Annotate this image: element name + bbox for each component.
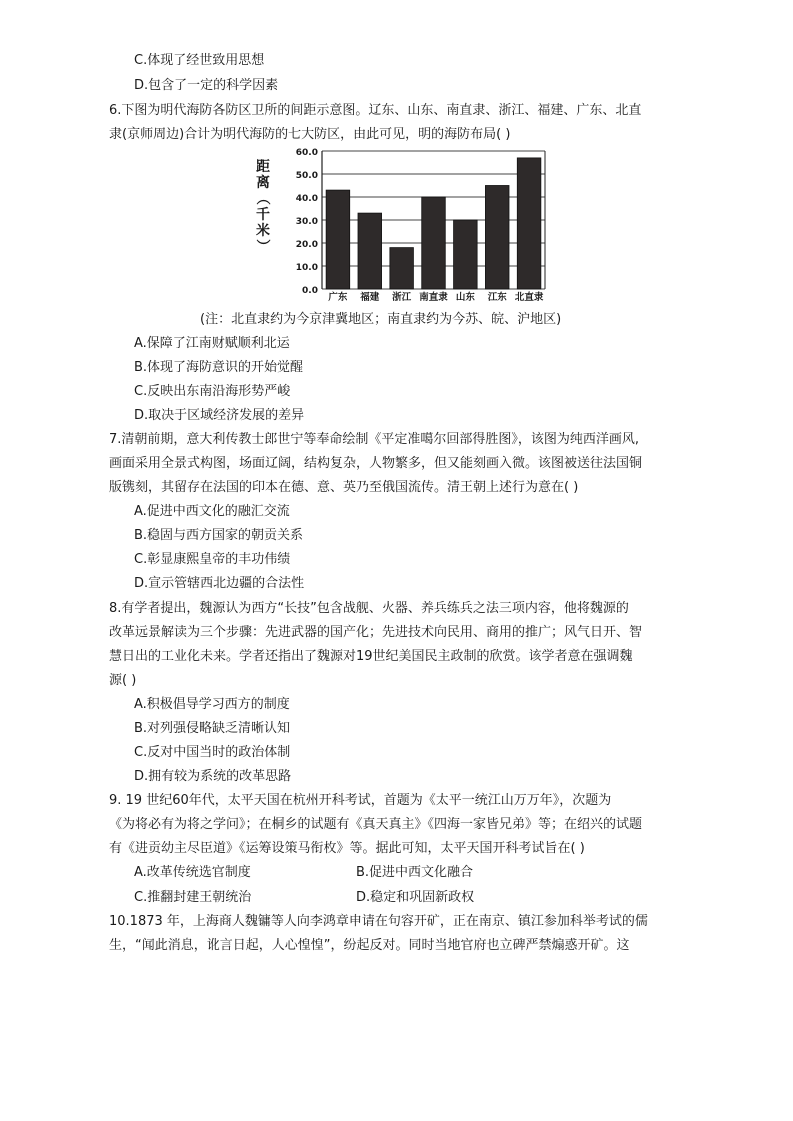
y-tick-label: 40.0: [295, 194, 318, 204]
q5-option-d: D.包含了一定的科学因素: [134, 78, 279, 93]
x-tick-label: 福建: [360, 292, 380, 303]
y-axis-label: [255, 158, 270, 253]
bar-1: [326, 190, 350, 289]
y-tick-label: 0.0: [302, 286, 318, 296]
q9-option-d: D.稳定和巩固新政权: [356, 890, 475, 905]
x-tick-label: 江东: [487, 292, 507, 303]
bar-6: [485, 186, 509, 290]
y-axis-label-char: 离: [256, 175, 270, 191]
q9-option-c: C.推翻封建王朝统治: [134, 890, 252, 905]
q6-option-d: D.取决于区域经济发展的差异: [134, 408, 305, 423]
q9-stem-line3: 有《进贡幼主尽臣道》《运筹设策马衔枚》等。据此可知，太平天国开科考试旨在( ): [109, 841, 585, 856]
q7-option-a: A.促进中西文化的融汇交流: [134, 504, 290, 519]
q8-stem-line4: 源( ): [109, 673, 137, 688]
y-axis-label-char: ）: [255, 239, 270, 253]
y-tick-label: 60.0: [295, 148, 318, 158]
x-tick-label: 山东: [455, 292, 475, 303]
bar-4: [422, 197, 446, 289]
q10-stem-line2: 生，“闻此消息，讹言日起，人心惶惶”，纷起反对。同时当地官府也立碑严禁煽惑开矿。这: [109, 938, 630, 953]
q6-stem-line1: 6.下图为明代海防各防区卫所的间距示意图。辽东、山东、南直隶、浙江、福建、广东、北直: [109, 103, 642, 118]
y-axis-label-char: （: [255, 191, 270, 205]
chart-bars: [326, 158, 541, 289]
y-tick-label: 50.0: [295, 171, 318, 181]
y-axis-label-char: 距: [256, 159, 270, 175]
q9-option-a: A.改革传统选官制度: [134, 865, 251, 880]
q6-bar-chart: [255, 143, 555, 303]
x-tick-label: 浙江: [392, 292, 412, 303]
q7-stem-line1: 7.清朝前期，意大利传教士郎世宁等奉命绘制《平定准噶尔回部得胜图》，该图为纯西洋画风,: [109, 432, 640, 447]
q6-chart-note: (注：北直隶约为今京津冀地区；南直隶约为今苏、皖、沪地区): [200, 312, 562, 327]
bar-7: [517, 158, 541, 289]
q9-stem-line1: 9. 19 世纪60年代，太平天国在杭州开科考试，首题为《太平一统江山万万年》，次题为: [109, 793, 612, 808]
x-tick-label: 南直隶: [419, 292, 448, 303]
x-tick-label: 北直隶: [514, 292, 544, 303]
bar-2: [358, 213, 382, 289]
q5-option-c: C.体现了经世致用思想: [134, 53, 265, 68]
q10-stem-line1: 10.1873 年，上海商人魏镛等人向李鸿章申请在句容开矿，正在南京、镇江参加科举考试的儒: [109, 914, 648, 929]
y-tick-label: 30.0: [295, 217, 318, 227]
q6-option-c: C.反映出东南沿海形势严峻: [134, 384, 291, 399]
q6-option-b: B.体现了海防意识的开始觉醒: [134, 360, 304, 375]
x-tick-label: 广东: [328, 292, 348, 303]
q7-option-c: C.彰显康熙皇帝的丰功伟绩: [134, 552, 291, 567]
bar-5: [454, 220, 478, 289]
y-tick-labels: [296, 148, 318, 296]
q8-stem-line1: 8.有学者提出，魏源认为西方“长技”包含战舰、火器、养兵练兵之法三项内容，他将魏源的: [109, 601, 629, 616]
y-tick-label: 20.0: [295, 240, 318, 250]
bar-3: [390, 248, 414, 289]
q7-stem-line3: 版镌刻，其留存在法国的印本在德、意、英乃至俄国流传。清王朝上述行为意在( ): [109, 480, 579, 495]
q6-chart-svg: [255, 143, 555, 303]
q8-option-b: B.对列强侵略缺乏清晰认知: [134, 721, 291, 736]
q7-option-b: B.稳固与西方国家的朝贡关系: [134, 528, 304, 543]
x-tick-labels: [327, 291, 543, 303]
y-axis-label-char: 米: [256, 223, 270, 239]
q6-stem-line2: 隶(京师周边)合计为明代海防的七大防区，由此可见，明的海防布局( ): [109, 127, 511, 142]
q6-option-a: A.保障了江南财赋顺利北运: [134, 336, 290, 351]
q9-option-b: B.促进中西文化融合: [356, 865, 474, 880]
q8-stem-line3: 慧日出的工业化未来。学者还指出了魏源对19世纪美国民主政制的欣赏。该学者意在强调魏: [109, 649, 633, 664]
q8-option-d: D.拥有较为系统的改革思路: [134, 769, 292, 784]
y-tick-label: 10.0: [295, 263, 318, 273]
q8-option-a: A.积极倡导学习西方的制度: [134, 697, 290, 712]
q9-stem-line2: 《为将必有为将之学问》；在桐乡的试题有《真天真主》《四海一家皆兄弟》等；在绍兴的试题: [109, 817, 643, 832]
q7-stem-line2: 画面采用全景式构图，场面辽阔，结构复杂，人物繁多，但又能刻画入微。该图被送往法国铜: [109, 456, 643, 471]
q8-stem-line2: 改革远景解读为三个步骤：先进武器的国产化；先进技术向民用、商用的推广；风气日开、智: [109, 625, 643, 640]
q7-option-d: D.宣示管辖西北边疆的合法性: [134, 576, 305, 591]
y-axis-label-char: 千: [256, 207, 270, 223]
q8-option-c: C.反对中国当时的政治体制: [134, 745, 291, 760]
